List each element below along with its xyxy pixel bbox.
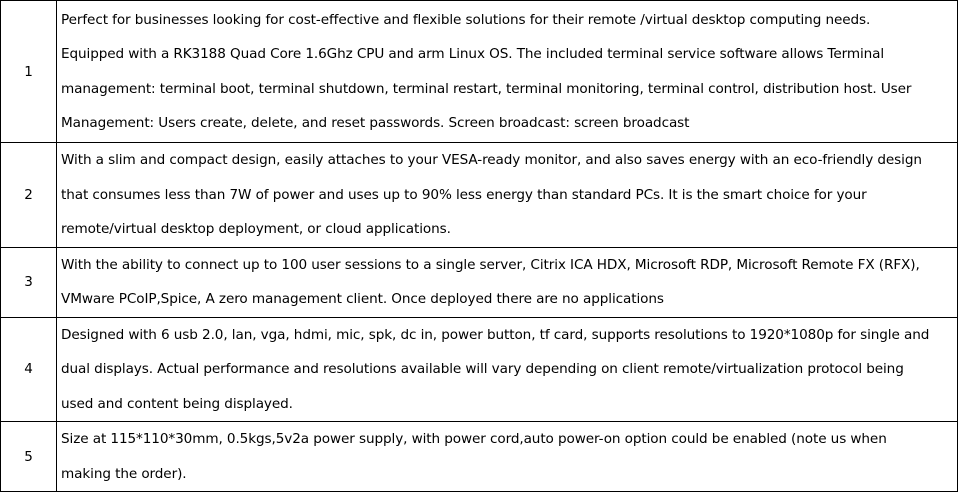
description-line: used and content being displayed. (61, 395, 293, 412)
table-row (1, 143, 958, 248)
row-description (57, 422, 958, 492)
description-line: With a slim and compact design, easily attaches to your VESA-ready monitor, and also saves energy with an eco-friendly design (61, 152, 922, 168)
description-line: dual displays. Actual performance and resolutions available will vary depending on client remote/virtualization protocol being (61, 361, 904, 377)
description-line: Perfect for businesses looking for cost-effective and flexible solutions for their remote /virtual desktop computing needs. (61, 11, 871, 28)
row-number: 2 (1, 143, 57, 248)
description-line: Equipped with a RK3188 Quad Core 1.6Ghz CPU and arm Linux OS. The included terminal service software allows Terminal (61, 46, 885, 62)
description-line: making the order). (61, 465, 187, 482)
description-line: management: terminal boot, terminal shutdown, terminal restart, terminal monitoring, terminal control, distribution host. User (61, 80, 912, 97)
row-number: 5 (1, 422, 57, 492)
row-description (57, 247, 958, 317)
description-line: that consumes less than 7W of power and uses up to 90% less energy than standard PCs. It is the smart choice for your (61, 186, 867, 203)
description-line: Size at 115*110*30mm, 0.5kgs,5v2a power supply, with power cord,auto power-on option could be enabled (note us when (61, 431, 887, 447)
row-description (57, 1, 958, 143)
row-number: 4 (1, 317, 57, 422)
table-row (1, 422, 958, 492)
row-description (57, 143, 958, 248)
description-line: VMware PCoIP,Spice, A zero management client. Once deployed there are no applications (61, 291, 664, 307)
row-number: 3 (1, 247, 57, 317)
table-row (1, 247, 958, 317)
description-line: remote/virtual desktop deployment, or cloud applications. (61, 221, 451, 237)
table-row (1, 1, 958, 143)
row-number: 1 (1, 1, 57, 143)
row-description (57, 317, 958, 422)
description-line: Designed with 6 usb 2.0, lan, vga, hdmi, mic, spk, dc in, power button, tf card, supports resolutions to 1920*1080p for single and (61, 326, 930, 343)
description-line: Management: Users create, delete, and reset passwords. Screen broadcast: screen broadcast (61, 115, 690, 131)
description-line: With the ability to connect up to 100 user sessions to a single server, Citrix ICA HDX, Microsoft RDP, Microsoft Remote FX (RFX), (61, 256, 920, 273)
table-row (1, 317, 958, 422)
